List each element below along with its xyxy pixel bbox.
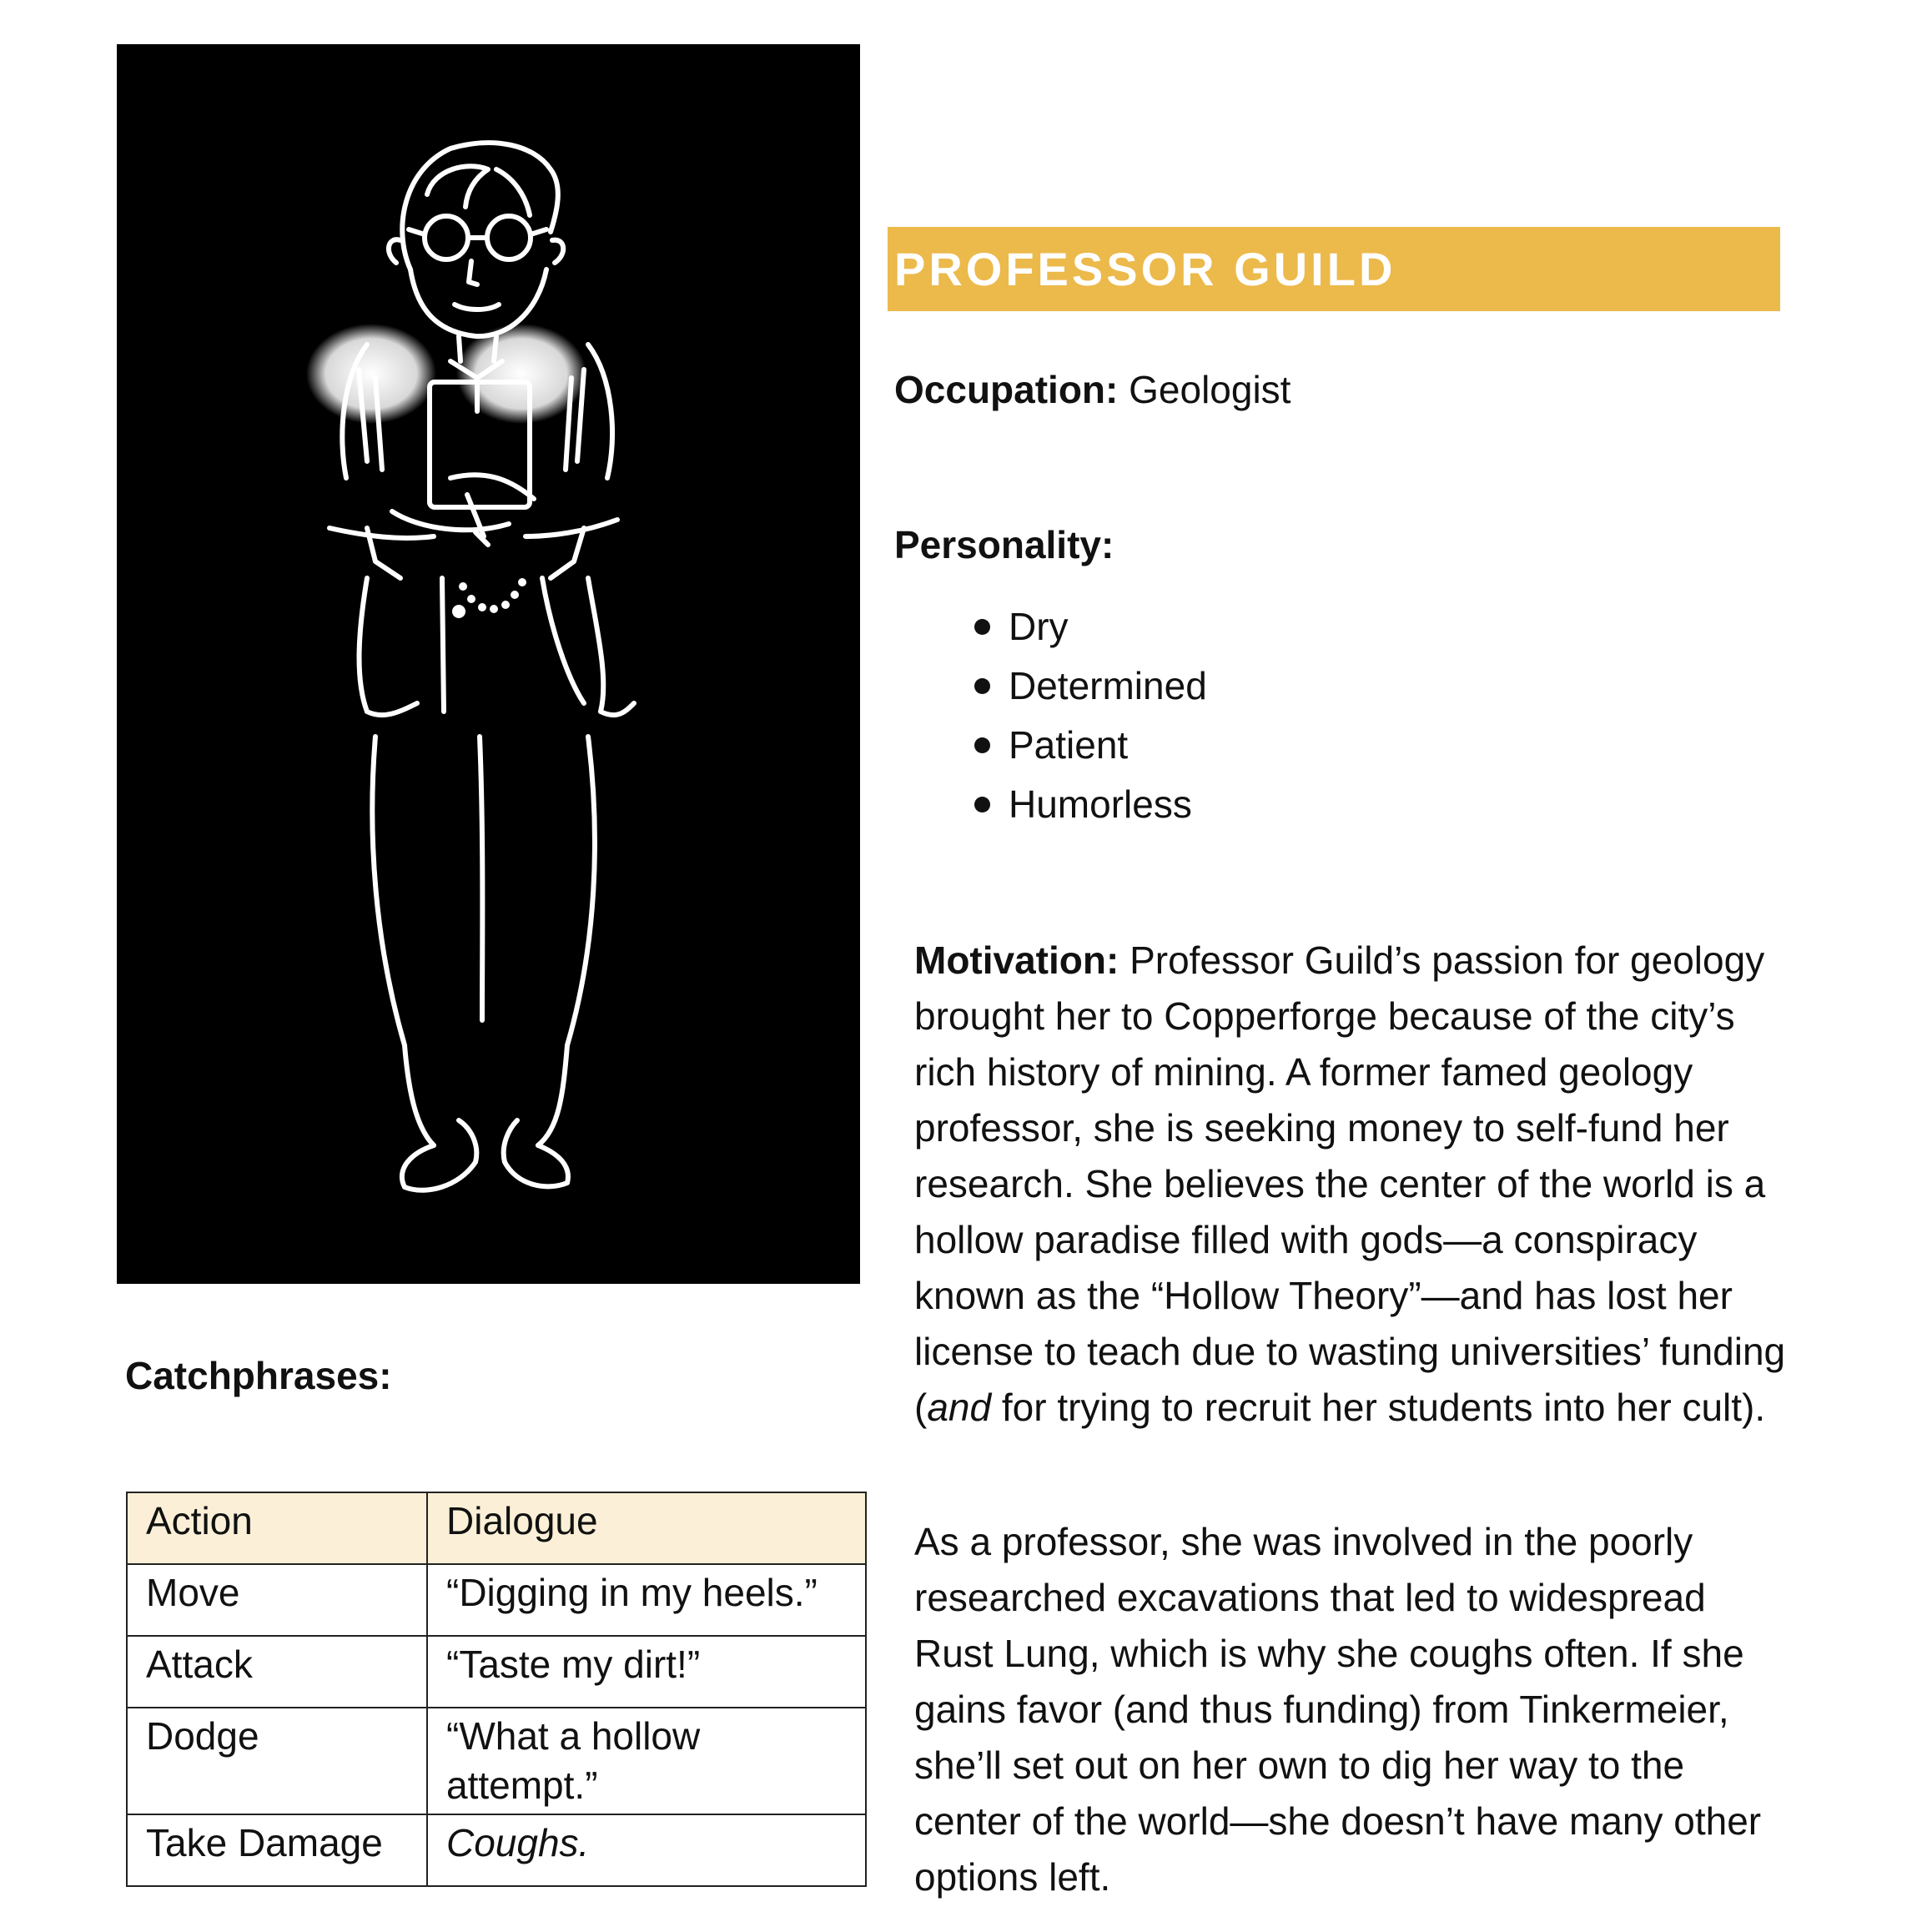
motivation-text-b: for trying to recruit her students into her cult). — [991, 1386, 1766, 1429]
occupation-field — [894, 365, 1291, 415]
occupation-label: Occupation: — [894, 368, 1119, 411]
motivation-paragraph-2: As a professor, she was involved in the poorly researched excavations that led to widespread Rust Lung, which is why she coughs often. If she gains favor (and thus funding) from Tinkermeier, she’ll set out on her own to dig her way to the center of the world—she doesn’t have many other options left. — [914, 1520, 1762, 1899]
bullet-icon — [974, 737, 990, 753]
header-dialogue: Dialogue — [427, 1492, 866, 1564]
bullet-icon — [974, 678, 990, 694]
motivation-label: Motivation: — [914, 938, 1119, 982]
action-cell: Dodge — [127, 1708, 427, 1814]
dialogue-cell: “Taste my dirt!” — [427, 1636, 866, 1708]
table-header-row — [127, 1492, 866, 1564]
list-item — [974, 775, 1207, 834]
action-cell: Attack — [127, 1636, 427, 1708]
trait-text: Patient — [1009, 723, 1129, 767]
personality-label-text: Personality: — [894, 523, 1114, 566]
list-item — [974, 657, 1207, 716]
personality-label — [894, 521, 1114, 571]
motivation-paragraph — [914, 933, 1790, 1436]
professor-guild-illustration — [117, 44, 860, 1284]
list-item — [974, 597, 1207, 657]
catchphrases-table — [126, 1492, 867, 1887]
bullet-icon — [974, 797, 990, 813]
catchphrases-label: Catchphrases: — [125, 1354, 392, 1397]
list-item — [974, 716, 1207, 775]
character-portrait — [117, 44, 860, 1284]
personality-traits-list — [974, 597, 1207, 834]
table-row — [127, 1708, 866, 1814]
character-name-banner — [888, 227, 1780, 311]
action-cell: Move — [127, 1564, 427, 1636]
table-row — [127, 1636, 866, 1708]
bullet-icon — [974, 619, 990, 635]
dialogue-cell: Coughs. — [427, 1814, 866, 1886]
table-row — [127, 1564, 866, 1636]
character-name: PROFESSOR GUILD — [894, 243, 1396, 295]
occupation-value: Geologist — [1129, 368, 1291, 411]
motivation-text-a: Professor Guild’s passion for geology brought her to Copperforge because of the city’s rich history of mining. A former famed geology professor, she is seeking money to self-fund her research. She believes the center of the world is a hollow paradise filled with gods—a conspiracy known as the “Hollow Theory”—and has lost her license to teach due to wasting universities’ funding ( — [914, 938, 1786, 1429]
trait-text: Dry — [1009, 605, 1069, 648]
table-row — [127, 1814, 866, 1886]
dialogue-cell: “What a hollow attempt.” — [427, 1708, 866, 1814]
trait-text: Determined — [1009, 664, 1207, 707]
dialogue-cell: “Digging in my heels.” — [427, 1564, 866, 1636]
action-cell: Take Damage — [127, 1814, 427, 1886]
trait-text: Humorless — [1009, 782, 1192, 826]
motivation-text-emphasis: and — [927, 1386, 992, 1429]
header-action: Action — [127, 1492, 427, 1564]
